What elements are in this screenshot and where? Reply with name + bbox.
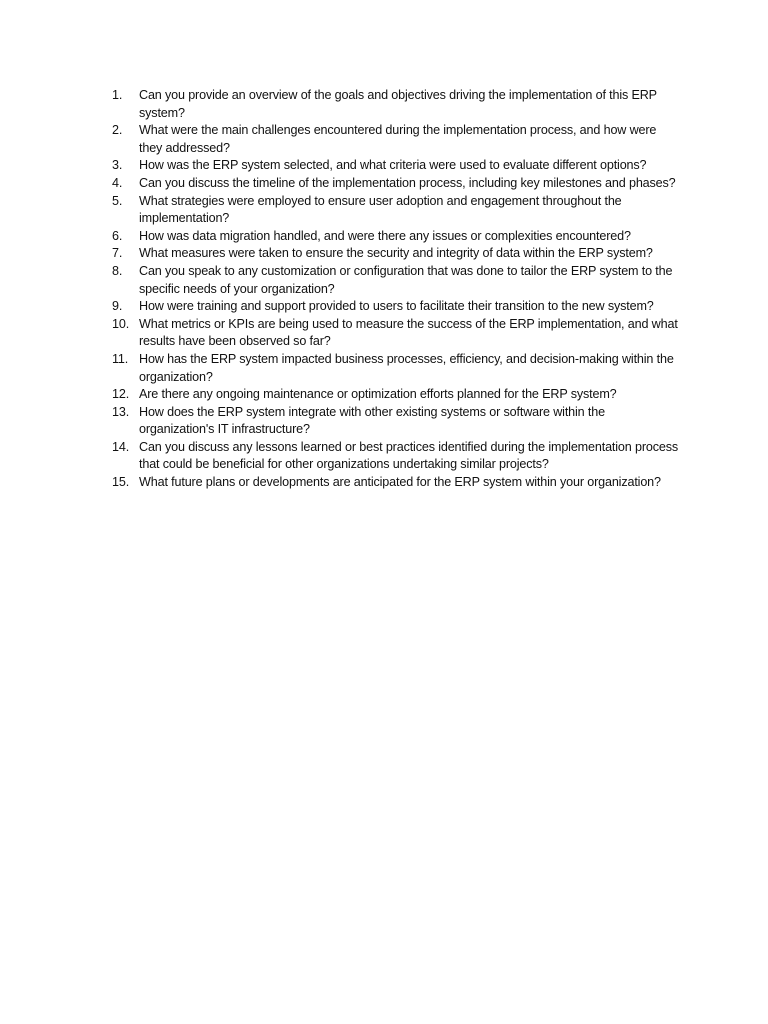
question-text: What strategies were employed to ensure user adoption and engagement throughout the implementation?	[139, 193, 622, 226]
question-number: 12.	[112, 387, 130, 402]
question-text: How was data migration handled, and were there any issues or complexities encountered?	[139, 228, 631, 243]
question-number: 2.	[112, 123, 123, 138]
question-item-12	[112, 386, 682, 404]
question-text: Are there any ongoing maintenance or optimization efforts planned for the ERP system?	[139, 387, 617, 402]
question-item-2	[112, 122, 682, 157]
question-number: 1.	[112, 88, 123, 102]
question-text: What measures were taken to ensure the security and integrity of data within the ERP system?	[139, 246, 653, 261]
question-item-6	[112, 228, 682, 246]
question-text: Can you provide an overview of the goals and objectives driving the implementation of this ERP system?	[139, 88, 657, 120]
question-number: 11.	[112, 351, 129, 366]
question-text: What were the main challenges encountered during the implementation process, and how were they addressed?	[139, 123, 657, 155]
question-item-7	[112, 245, 682, 263]
question-number: 15.	[112, 475, 130, 490]
question-item-10	[112, 316, 682, 351]
question-number: 10.	[112, 316, 130, 331]
question-text: Can you discuss any lessons learned or best practices identified during the implementation process that could be beneficial for other organizations undertaking similar projects?	[139, 439, 679, 472]
question-item-1	[112, 87, 682, 122]
question-item-14	[112, 439, 682, 474]
question-item-8	[112, 263, 682, 298]
question-text: How were training and support provided to users to facilitate their transition to the new system?	[139, 299, 654, 314]
question-number: 8.	[112, 263, 123, 278]
question-item-13	[112, 404, 682, 439]
question-number: 4.	[112, 175, 123, 190]
question-item-11	[112, 351, 682, 386]
question-number: 14.	[112, 439, 130, 454]
question-number: 7.	[112, 246, 123, 261]
question-text: What metrics or KPIs are being used to measure the success of the ERP implementation, and what results have been observed so far?	[139, 316, 678, 349]
question-number: 5.	[112, 193, 123, 208]
question-text: Can you discuss the timeline of the implementation process, including key milestones and phases?	[139, 175, 676, 190]
question-text: How does the ERP system integrate with other existing systems or software within the organization's IT infrastructure?	[139, 404, 605, 437]
question-number: 6.	[112, 228, 123, 243]
question-list	[112, 87, 682, 492]
question-number: 9.	[112, 299, 123, 314]
question-item-3	[112, 157, 682, 175]
question-text: Can you speak to any customization or configuration that was done to tailor the ERP system to the specific needs of your organization?	[139, 263, 673, 296]
question-text: How was the ERP system selected, and what criteria were used to evaluate different options?	[139, 158, 647, 173]
question-item-9	[112, 298, 682, 316]
question-item-15	[112, 474, 682, 492]
question-item-4	[112, 175, 682, 193]
question-number: 13.	[112, 404, 130, 419]
question-item-5	[112, 193, 682, 228]
question-text: How has the ERP system impacted business processes, efficiency, and decision-making within the organization?	[139, 351, 674, 384]
question-number: 3.	[112, 158, 123, 173]
question-text: What future plans or developments are anticipated for the ERP system within your organization?	[139, 475, 661, 490]
